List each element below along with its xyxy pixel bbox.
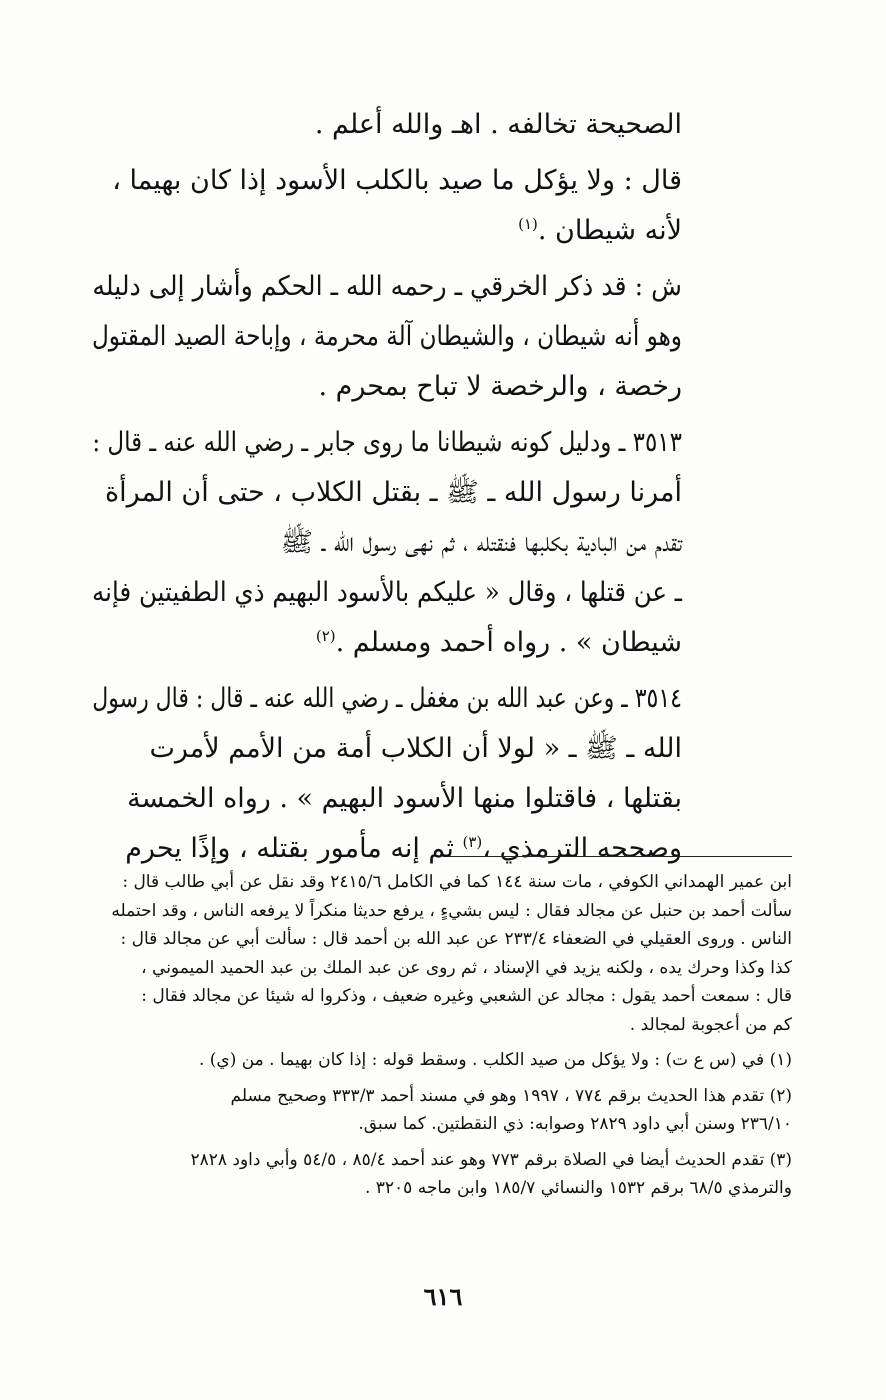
paragraph-2	[92, 156, 682, 256]
text-segment: وصححه الترمذي ،	[482, 833, 682, 864]
footnote-divider	[447, 856, 792, 857]
paragraph-hadith-3513	[92, 418, 682, 668]
text-segment: لأنه شيطان .	[537, 215, 682, 246]
footnote-continuation	[98, 868, 792, 1039]
text-segment: ثم إنه مأمور بقتله ، وإذًا يحرم	[125, 833, 454, 864]
footnote-line: قال : سمعت أحمد يقول : مجالد عن الشعبي وغيره ضعيف ، وذكروا له شيئا عن مجالد فقال :	[141, 986, 792, 1006]
footnote-2	[98, 1082, 792, 1139]
text-line	[92, 824, 682, 874]
text-line: بقتلها ، فاقتلوا منها الأسود البهيم » . رواه الخمسة	[127, 783, 682, 814]
footnote-line: (٣) تقدم الحديث أيضا في الصلاة برقم ٧٧٣ وهو عند أحمد ٨٥/٤ ، ٥٤/٥ وأبي داود ٢٨٢٨	[190, 1149, 792, 1170]
footnote-1	[98, 1046, 792, 1075]
text-line: رخصة ، والرخصة لا تباح بمحرم .	[318, 371, 682, 402]
paragraph-hadith-3514	[92, 674, 682, 874]
text-line	[92, 618, 682, 668]
footnote-line: سألت أحمد بن حنبل عن مجالد فقال : ليس بشيءٍ ، يرفع حديثا منكراً لا يرفعه الناس ، وقد احتمله	[111, 900, 792, 921]
text-line: الله ـ ﷺ ـ « لولا أن الكلاب أمة من الأمم لأمرت	[149, 733, 682, 764]
footnote-line: كم من أعجوبة لمجالد .	[629, 1014, 792, 1035]
text-line	[92, 206, 682, 256]
footnote-ref-1[interactable]: (١)	[518, 215, 538, 233]
paragraph-3	[92, 262, 682, 412]
paragraph-1	[92, 100, 682, 150]
text-line: وهو أنه شيطان ، والشيطان آلة محرمة ، وإباحة الصيد المقتول	[91, 321, 682, 352]
footnote-3	[98, 1146, 792, 1203]
footnote-line: ٢٣٦/١٠ وسنن أبي داود ٢٨٢٩ وصوابه: ذي النقطتين. كما سبق.	[358, 1114, 792, 1134]
text-line: ٣٥١٤ ـ وعن عبد الله بن مغفل ـ رضي الله عنه ـ قال : قال رسول	[92, 683, 682, 714]
footnotes	[98, 868, 792, 1210]
footnote-ref-3[interactable]: (٣)	[462, 833, 483, 851]
text-line: قال : ولا يؤكل ما صيد بالكلب الأسود إذا كان بهيما ،	[112, 165, 682, 196]
footnote-line: والترمذي ٦٨/٥ برقم ١٥٣٢ والنسائي ١٨٥/٧ وابن ماجه ٣٢٠٥ .	[364, 1178, 792, 1198]
text-line: ـ عن قتلها ، وقال « عليكم بالأسود البهيم ذي الطفيتين فإنه	[92, 577, 683, 608]
text-line: ٣٥١٣ ـ ودليل كونه شيطانا ما روى جابر ـ رضي الله عنه ـ قال :	[92, 427, 682, 458]
text-line: أمرنا رسول الله ـ ﷺ ـ بقتل الكلاب ، حتى أن المرأة	[104, 477, 682, 508]
text-line: تقدم من البادية بكلبها فنقتله ، ثم نهى رسول الله ـ ﷺ	[280, 527, 682, 558]
footnote-line: الناس . وروى العقيلي في الضعفاء ٢٣٣/٤ عن عبد الله بن أحمد قال : سألت أبي عن مجالد قال :	[120, 929, 792, 949]
footnote-line: كذا وكذا وحرك يده ، ولكنه يزيد في الإسناد ، ثم روى عن عبد الملك بن عبد الحميد الميموني ،	[141, 957, 792, 978]
main-text	[92, 100, 682, 880]
footnote-line: ابن عمير الهمداني الكوفي ، مات سنة ١٤٤ كما في الكامل ٢٤١٥/٦ وقد نقل عن أبي طالب قال :	[122, 872, 792, 892]
text-line: ش : قد ذكر الخرقي ـ رحمه الله ـ الحكم وأشار إلى دليله	[92, 271, 683, 302]
text-line: الصحيحة تخالفه . اهـ والله أعلم .	[314, 109, 682, 140]
footnote-ref-2[interactable]: (٢)	[315, 627, 336, 645]
footnote-line: (١) في (س ع ت) : ولا يؤكل من صيد الكلب . وسقط قوله : إذا كان بهيما . من (ي) .	[198, 1050, 792, 1070]
footnote-line: (٢) تقدم هذا الحديث برقم ٧٧٤ ، ١٩٩٧ وهو في مسند أحمد ٣٣٣/٣ وصحيح مسلم	[230, 1085, 792, 1106]
page-number: ٦١٦	[423, 1282, 463, 1311]
text-segment: شيطان » . رواه أحمد ومسلم .	[335, 627, 682, 658]
